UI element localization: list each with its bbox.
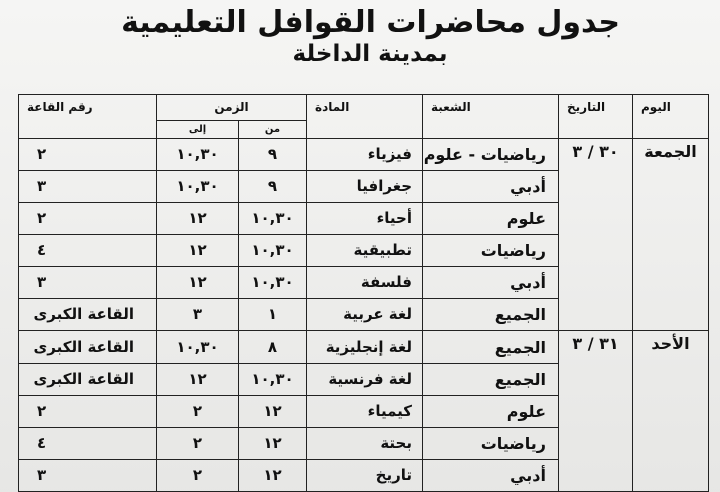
division-cell: رياضيات - علوم [423,139,559,171]
room-cell: ٢ [19,203,157,235]
header-room: رقم القاعة [19,95,157,139]
division-cell: أدبي [423,171,559,203]
time-from-cell: ١٢ [239,427,307,459]
time-to-cell: ٢ [157,459,239,491]
header-to: إلى [157,121,239,139]
room-cell: ٤ [19,427,157,459]
time-to-cell: ١٠,٣٠ [157,331,239,363]
time-from-cell: ١ [239,299,307,331]
room-cell: القاعة الكبرى [19,363,157,395]
time-to-cell: ١٢ [157,267,239,299]
subject-cell: تاريخ [307,459,423,491]
room-cell: ٤ [19,235,157,267]
time-to-cell: ٣ [157,299,239,331]
room-cell: ٢ [19,395,157,427]
document-header [0,0,720,82]
time-to-cell: ١٢ [157,363,239,395]
room-cell: ٢ [19,139,157,171]
room-cell: القاعة الكبرى [19,331,157,363]
subject-cell: كيمياء [307,395,423,427]
time-from-cell: ١٠,٣٠ [239,267,307,299]
division-cell: علوم [423,203,559,235]
subject-cell: فلسفة [307,267,423,299]
header-day: اليوم [633,95,709,139]
division-cell: رياضيات [423,235,559,267]
time-to-cell: ٢ [157,427,239,459]
time-to-cell: ١٢ [157,203,239,235]
subject-cell: جغرافيا [307,171,423,203]
time-from-cell: ١٠,٣٠ [239,235,307,267]
subject-cell: لغة عربية [307,299,423,331]
time-to-cell: ٢ [157,395,239,427]
time-from-cell: ١٠,٣٠ [239,363,307,395]
division-cell: رياضيات [423,427,559,459]
table-header [19,95,709,139]
time-from-cell: ٩ [239,139,307,171]
subject-cell: بحتة [307,427,423,459]
page-subtitle: بمدينة الداخلة [292,41,448,67]
room-cell: ٣ [19,459,157,491]
table-body [19,139,709,492]
header-date: التاريخ [559,95,633,139]
header-subject: المادة [307,95,423,139]
division-cell: الجميع [423,363,559,395]
time-from-cell: ٩ [239,171,307,203]
schedule-table [18,94,709,492]
subject-cell: فيزياء [307,139,423,171]
subject-cell: لغة إنجليزية [307,331,423,363]
subject-cell: لغة فرنسية [307,363,423,395]
division-cell: علوم [423,395,559,427]
day-cell: الأحد [633,331,709,492]
header-row [19,95,709,121]
room-cell: القاعة الكبرى [19,299,157,331]
day-cell: الجمعة [633,139,709,331]
table-row [19,139,709,171]
date-cell: ٣١ / ٣ [559,331,633,492]
division-cell: الجميع [423,299,559,331]
schedule-table-wrapper [18,94,708,492]
time-from-cell: ١٢ [239,395,307,427]
time-to-cell: ١٢ [157,235,239,267]
division-cell: أدبي [423,459,559,491]
date-cell: ٣٠ / ٣ [559,139,633,331]
time-from-cell: ١٠,٣٠ [239,203,307,235]
room-cell: ٣ [19,171,157,203]
subject-cell: أحياء [307,203,423,235]
time-to-cell: ١٠,٣٠ [157,139,239,171]
time-from-cell: ١٢ [239,459,307,491]
division-cell: أدبي [423,267,559,299]
time-from-cell: ٨ [239,331,307,363]
page-title: جدول محاضرات القوافل التعليمية [121,5,620,40]
division-cell: الجميع [423,331,559,363]
header-from: من [239,121,307,139]
table-row [19,331,709,363]
room-cell: ٣ [19,267,157,299]
subject-cell: تطبيقية [307,235,423,267]
header-time: الزمن [157,95,307,121]
header-division: الشعبة [423,95,559,139]
time-to-cell: ١٠,٣٠ [157,171,239,203]
